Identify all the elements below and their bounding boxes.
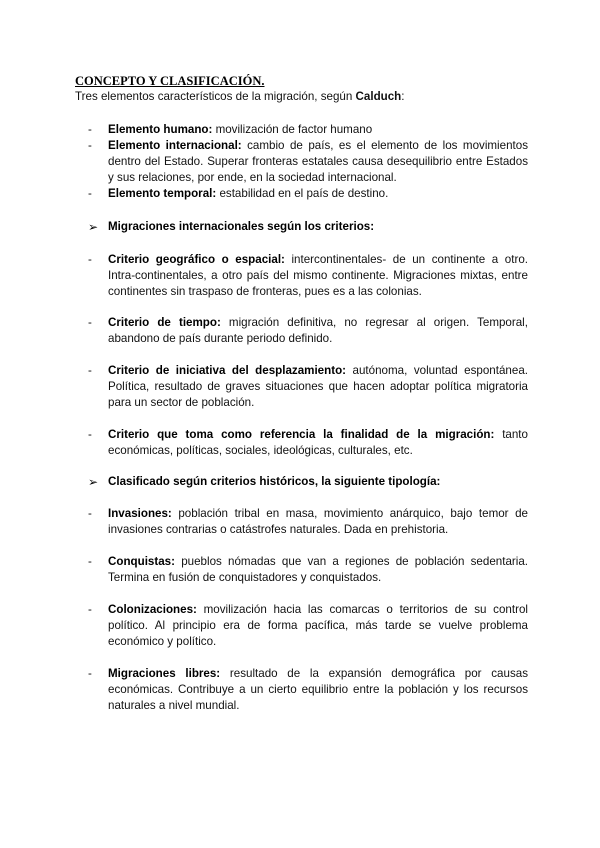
item-desc: cambio de país, es el elemento de los movimientos dentro del Estado. Superar fronteras estatales causa desequilibrio entre Estados y sus relaciones, por ende, en la sociedad internacional. xyxy=(108,139,528,184)
heading-tipologia xyxy=(88,474,528,490)
list-item-element-internacional xyxy=(88,138,528,186)
item-term: Elemento temporal: xyxy=(108,187,217,200)
intro-text: Tres elementos característicos de la migración, según xyxy=(75,90,356,103)
intro-paragraph xyxy=(75,89,535,105)
list-item-colonizaciones xyxy=(88,602,528,650)
list-item-invasiones xyxy=(88,506,528,538)
bullet-dash: - xyxy=(88,123,92,136)
bullet-dash: - xyxy=(88,603,92,616)
bullet-dash: - xyxy=(88,667,92,680)
item-desc: tanto económicas, políticas, sociales, ideológicas, culturales, etc. xyxy=(108,428,528,457)
item-desc: población tribal en masa, movimiento anárquico, bajo temor de invasiones contrarias o catástrofes naturales. Dada en prehistoria. xyxy=(108,507,528,536)
item-term: Migraciones libres: xyxy=(108,667,221,680)
item-term: Criterio que toma como referencia la finalidad de la migración: xyxy=(108,428,495,441)
bullet-dash: - xyxy=(88,507,92,520)
list-item-element-humano xyxy=(88,122,528,138)
list-item-migraciones-libres xyxy=(88,666,528,714)
bullet-dash: - xyxy=(88,139,92,152)
bullet-dash: - xyxy=(88,316,92,329)
item-desc: resultado de la expansión demográfica por causas económicas. Contribuye a un cierto equilibrio entre la población y los recursos naturales a nivel mundial. xyxy=(108,667,528,712)
list-item-criterio-geografico xyxy=(88,252,528,300)
item-term: Colonizaciones: xyxy=(108,603,197,616)
arrow-bullet-icon: ➢ xyxy=(88,475,99,489)
heading-criterios xyxy=(88,219,528,235)
item-desc: movilización hacia las comarcas o territorios de su control político. Al principio era de forma pacífica, más tarde se vuelve problema económico y político. xyxy=(108,603,528,648)
heading-text: Migraciones internacionales según los criterios: xyxy=(108,220,375,233)
bullet-dash: - xyxy=(88,187,92,200)
item-term: Invasiones: xyxy=(108,507,172,520)
bullet-dash: - xyxy=(88,253,92,266)
item-term: Criterio de iniciativa del desplazamiento: xyxy=(108,364,347,377)
item-term: Elemento internacional: xyxy=(108,139,242,152)
arrow-bullet-icon: ➢ xyxy=(88,220,99,234)
bullet-dash: - xyxy=(88,364,92,377)
item-desc: movilización de factor humano xyxy=(212,123,373,136)
item-term: Conquistas: xyxy=(108,555,175,568)
item-term: Criterio geográfico o espacial: xyxy=(108,253,285,266)
list-item-criterio-finalidad xyxy=(88,427,528,459)
list-item-conquistas xyxy=(88,554,528,586)
item-desc: migración definitiva, no regresar al origen. Temporal, abandono de país durante periodo definido. xyxy=(108,316,528,345)
bullet-dash: - xyxy=(88,555,92,568)
list-item-element-temporal xyxy=(88,186,528,202)
item-term: Elemento humano: xyxy=(108,123,213,136)
item-desc: intercontinentales- de un continente a otro. Intra-continentales, a otro país del mismo continente. Migraciones mixtas, entre continentes sin traspaso de fronteras, pues es a las colonias. xyxy=(108,253,528,298)
section-title: CONCEPTO Y CLASIFICACIÓN. xyxy=(75,74,265,88)
bullet-dash: - xyxy=(88,428,92,441)
item-desc: autónoma, voluntad espontánea. Política, resultado de graves situaciones que hacen adoptar política migratoria para un sector de población. xyxy=(108,364,528,409)
item-desc: pueblos nómadas que van a regiones de población sedentaria. Termina en fusión de conquistadores y conquistados. xyxy=(108,555,528,584)
list-item-criterio-tiempo xyxy=(88,315,528,347)
heading-text: Clasificado según criterios históricos, la siguiente tipología: xyxy=(108,475,441,488)
list-item-criterio-iniciativa xyxy=(88,363,528,411)
intro-author: Calduch xyxy=(355,90,402,103)
item-desc: estabilidad en el país de destino. xyxy=(216,187,389,200)
item-term: Criterio de tiempo: xyxy=(108,316,221,329)
intro-end: : xyxy=(401,90,405,103)
